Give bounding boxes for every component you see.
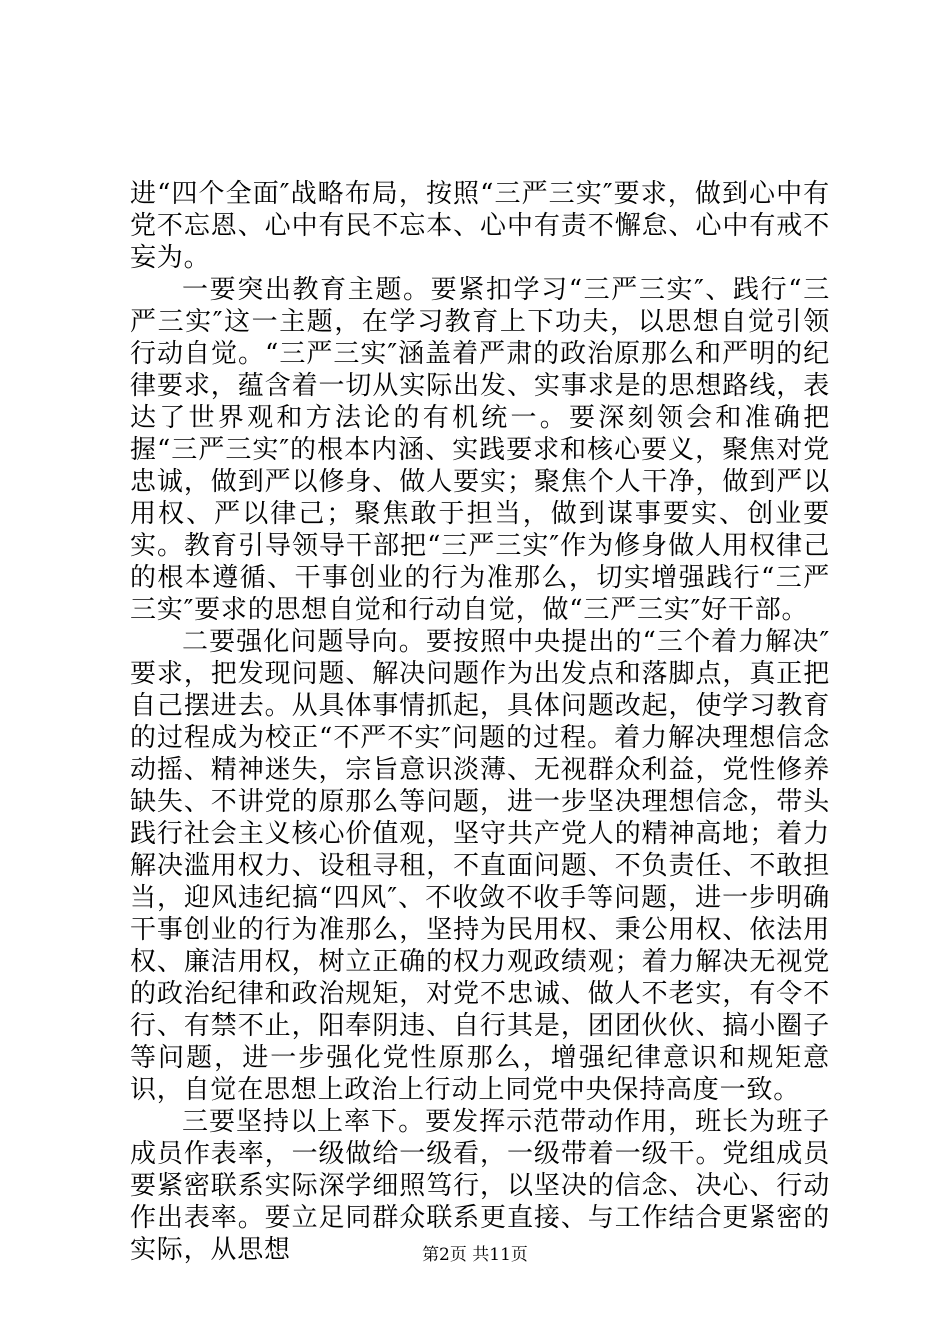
paragraph-continuation: 进“四个全面″战略布局，按照“三严三实″要求，做到心中有党不忘恩、心中有民不忘本、心中有责不懈怠、心中有戒不妄为。 — [130, 179, 830, 273]
paragraph-lead-by-example: 三要坚持以上率下。要发挥示范带动作用，班长为班子成员作表率，一级做给一级看，一级带着一级干。党组成员要紧密联系实际深学细照笃行，以坚决的信念、决心、行动作出表率。要立足同群众联系更直接、与工作结合更紧密的实际，从思想 — [130, 1107, 830, 1265]
paragraph-problem-orientation: 二要强化问题导向。要按照中央提出的“三个着力解决″要求，把发现问题、解决问题作为出发点和落脚点，真正把自己摆进去。从具体事情抓起，具体问题改起，使学习教育的过程成为校正“不严不实″问题的过程。着力解决理想信念动摇、精神迷失，宗旨意识淡薄、无视群众利益，党性修养缺失、不讲党的原那么等问题，进一步坚决理想信念，带头践行社会主义核心价值观，坚守共产党人的精神高地；着力解决滥用权力、设租寻租，不直面问题、不负责任、不敢担当，迎风违纪搞“四风″、不收敛不收手等问题，进一步明确干事创业的行为准那么，坚持为民用权、秉公用权、依法用权、廉洁用权，树立正确的权力观政绩观；着力解决无视党的政治纪律和政治规矩，对党不忠诚、做人不老实，有令不行、有禁不止，阳奉阴违、自行其是，团团伙伙、搞小圈子等问题，进一步强化党性原那么，增强纪律意识和规矩意识，自觉在思想上政治上行动上同党中央保持高度一致。 — [130, 627, 830, 1105]
paragraph-education-theme: 一要突出教育主题。要紧扣学习“三严三实″、践行“三严三实″这一主题，在学习教育上下功夫，以思想自觉引领行动自觉。“三严三实″涵盖着严肃的政治原那么和严明的纪律要求，蕴含着一切从实际出发、实事求是的思想路线，表达了世界观和方法论的有机统一。要深刻领会和准确把握“三严三实″的根本内涵、实践要求和核心要义，聚焦对党忠诚，做到严以修身、做人要实；聚焦个人干净，做到严以用权、严以律己；聚焦敢于担当，做到谋事要实、创业要实。教育引导领导干部把“三严三实″作为修身做人用权律己的根本遵循、干事创业的行为准那么，切实增强践行“三严三实″要求的思想自觉和行动自觉，做“三严三实″好干部。 — [130, 275, 830, 625]
page-number-footer: 第2页 共11页 — [422, 1245, 528, 1265]
document-body — [130, 178, 830, 1266]
